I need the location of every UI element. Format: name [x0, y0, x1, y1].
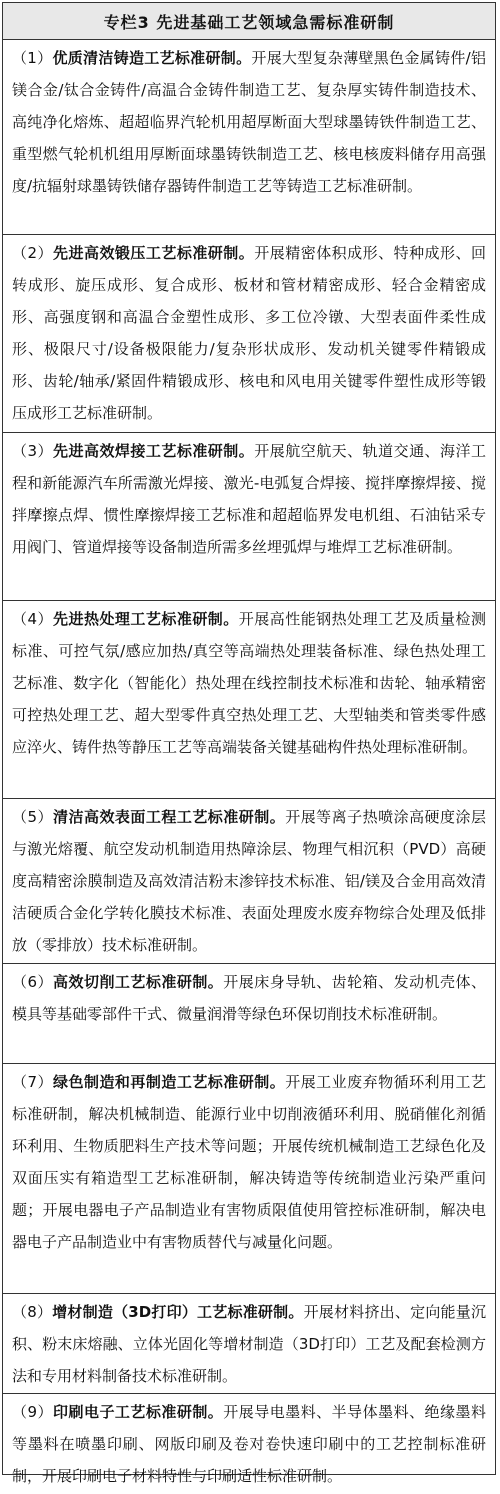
section-title: 绿色制造和再制造工艺标准研制。 [53, 1073, 286, 1091]
section-additive-manufacturing [3, 1294, 495, 1394]
section-body: 开展工业废弃物循环利用工艺标准研制，解决机械制造、能源行业中切削液循环利用、脱硝催化剂循环利用、生物质肥料生产技术等问题；开展传统机械制造工艺绿色化及双面压实有箱造型工艺标准研制，解决铸造等传统制造业污染严重问题；开展电器电子产品制造业有害物质限值使用管控标准研制，解决电器电子产品制造业中有害物质替代与减量化问题。 [12, 1073, 486, 1251]
section-green-manufacturing [3, 1064, 495, 1294]
column-title: 专栏3 先进基础工艺领域急需标准研制 [3, 3, 495, 40]
section-forging [3, 235, 495, 433]
section-body: 开展导电墨料、半导体墨料、绝缘墨料等墨料在喷墨印刷、网版印刷及卷对卷快速印刷中的工艺控制标准研制，开展印刷电子材料特性与印刷适性标准研制。 [12, 1403, 486, 1485]
section-number: （7） [12, 1073, 53, 1091]
section-title: 优质清洁铸造工艺标准研制。 [52, 49, 252, 67]
section-title: 高效切削工艺标准研制。 [53, 973, 224, 991]
section-title: 清洁高效表面工程工艺标准研制。 [53, 808, 286, 826]
section-number: （5） [12, 808, 53, 826]
section-title: 先进高效锻压工艺标准研制。 [53, 244, 255, 262]
section-body: 开展等离子热喷涂高硬度涂层与激光熔覆、航空发动机制造用热障涂层、物理气相沉积（PVD）高硬度高精密涂膜制造及高效清洁粉末渗锌技术标准、铝/镁及合金用高效清洁硬质合金化学转化膜技术标准、表面处理废水废弃物综合处理及低排放（零排放）技术标准研制。 [12, 808, 486, 954]
section-welding [3, 433, 495, 601]
section-number: （9） [12, 1403, 53, 1421]
section-body: 开展床身导轨、齿轮箱、发动机壳体、模具等基础零部件干式、微量润滑等绿色环保切削技术标准研制。 [12, 973, 486, 1023]
section-number: （6） [12, 973, 53, 991]
section-body: 开展精密体积成形、特种成形、回转成形、旋压成形、复合成形、板材和管材精密成形、轻合金精密成形、高强度钢和高温合金塑性成形、多工位冷镦、大型表面件柔性成形、极限尺寸/设备极限能力/复杂形状成形、发动机关键零件精锻成形、齿轮/轴承/紧固件精锻成形、核电和风电用关键零件塑性成形等锻压成形工艺标准研制。 [12, 244, 486, 422]
section-number: （2） [12, 244, 53, 262]
section-heat-treatment [3, 601, 495, 799]
section-title: 先进热处理工艺标准研制。 [53, 610, 239, 628]
column-box [2, 2, 496, 1485]
section-number: （3） [12, 442, 53, 460]
section-body: 开展高性能钢热处理工艺及质量检测标准、可控气氛/感应加热/真空等高端热处理装备标准、绿色热处理工艺标准、数字化（智能化）热处理在线控制技术标准和齿轮、轴承精密可控热处理工艺、超大型零件真空热处理工艺、大型轴类和管类零件感应淬火、铸件热等静压工艺等高端装备关键基础构件热处理标准研制。 [12, 610, 486, 756]
section-number: （4） [12, 610, 53, 628]
section-casting [3, 40, 495, 235]
section-title: 增材制造（3D打印）工艺标准研制。 [52, 1303, 304, 1321]
section-number: （1） [12, 49, 53, 67]
section-number: （8） [12, 1303, 53, 1321]
section-surface-engineering [3, 799, 495, 964]
section-body: 开展航空航天、轨道交通、海洋工程和新能源汽车所需激光焊接、激光-电弧复合焊接、搅拌摩擦焊接、搅拌摩擦点焊、惯性摩擦焊接工艺标准和超超临界发电机组、石油钻采专用阀门、管道焊接等设备制造所需多丝埋弧焊与堆焊工艺标准研制。 [12, 442, 486, 556]
section-body: 开展材料挤出、定向能量沉积、粉末床熔融、立体光固化等增材制造（3D打印）工艺及配套检测方法和专用材料制备技术标准研制。 [12, 1303, 486, 1385]
section-body: 开展大型复杂薄壁黑色金属铸件/铝镁合金/钛合金铸件/高温合金铸件制造工艺、复杂厚实铸件制造技术、高纯净化熔炼、超超临界汽轮机用超厚断面大型球墨铸铁件制造工艺、重型燃气轮机机组用厚断面球墨铸铁制造工艺、核电核废料储存用高强度/抗辐射球墨铸铁储存器铸件制造工艺等铸造工艺标准研制。 [12, 49, 486, 195]
section-title: 先进高效焊接工艺标准研制。 [53, 442, 255, 460]
section-cutting [3, 964, 495, 1064]
section-title: 印刷电子工艺标准研制。 [53, 1403, 224, 1421]
section-printed-electronics [3, 1394, 495, 1494]
